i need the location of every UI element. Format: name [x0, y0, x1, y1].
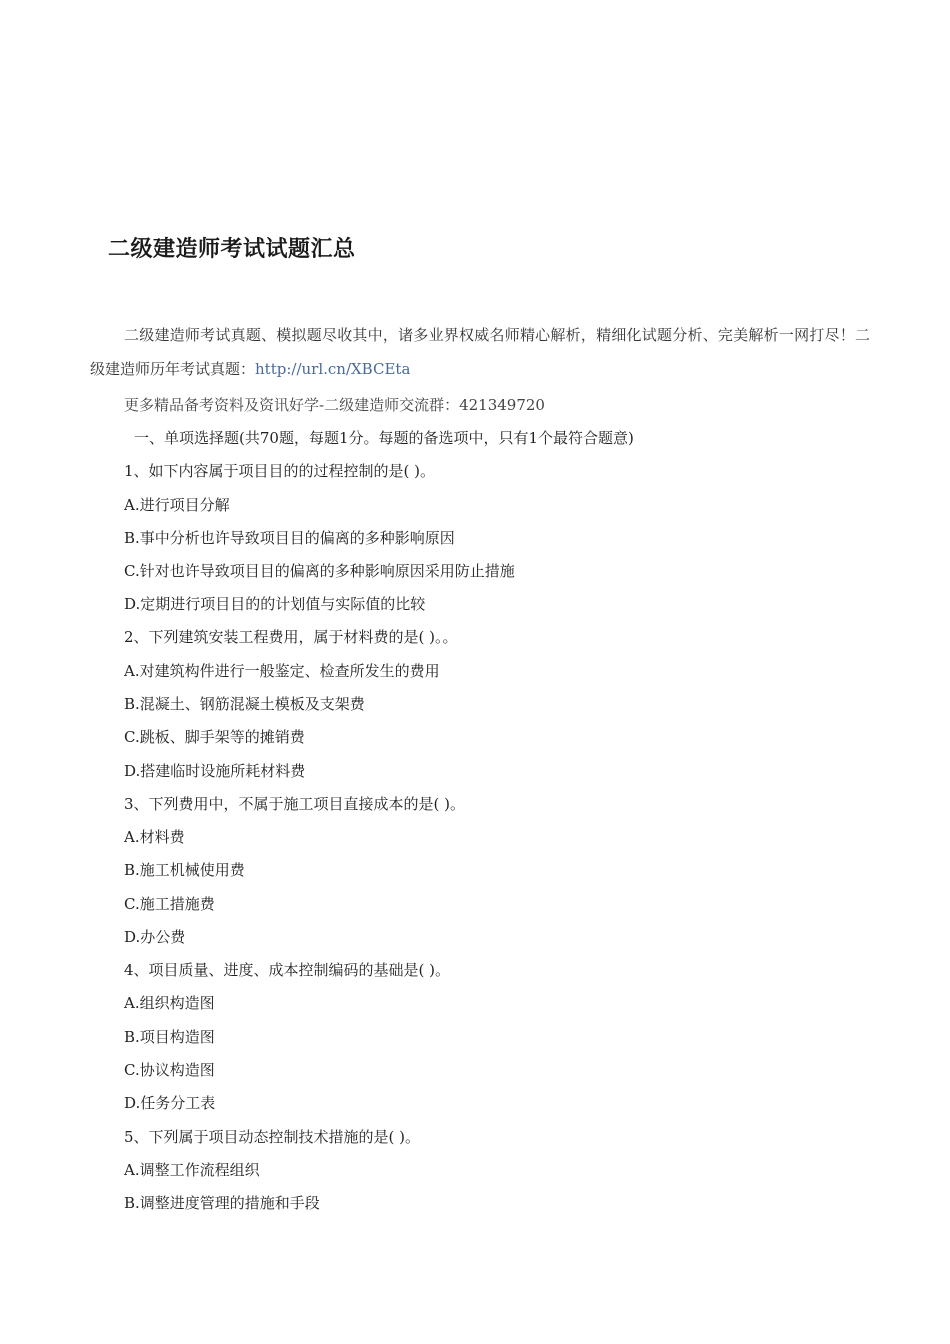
- question-stem: 5、下列属于项目动态控制技术措施的是( )。: [124, 1128, 421, 1146]
- question-stem: 4、项目质量、进度、成本控制编码的基础是( )。: [124, 961, 451, 979]
- question-option: B.施工机械使用费: [124, 861, 245, 879]
- question-option: C.施工措施费: [124, 895, 215, 913]
- question-option: D.搭建临时设施所耗材料费: [124, 762, 306, 780]
- section-heading: 一、单项选择题(共70题，每题1分。每题的备选项中，只有1个最符合题意): [134, 429, 634, 447]
- question-option: C.协议构造图: [124, 1061, 215, 1079]
- question-option: A.材料费: [124, 828, 185, 846]
- question-option: A.组织构造图: [124, 994, 215, 1012]
- intro-text: 二级建造师考试真题、模拟题尽收其中，诸多业界权威名师精心解析，精细化试题分析、完美解析一网打尽！二级建造师历年考试真题：: [90, 326, 870, 378]
- question-option: B.调整进度管理的措施和手段: [124, 1194, 320, 1212]
- intro-paragraph: [90, 318, 870, 386]
- more-info-line: 更多精品备考资料及资讯好学-二级建造师交流群：421349720: [124, 396, 545, 414]
- question-option: A.对建筑构件进行一般鉴定、检查所发生的费用: [124, 662, 440, 680]
- question-option: B.事中分析也许导致项目目的偏离的多种影响原因: [124, 529, 455, 547]
- question-option: D.办公费: [124, 928, 186, 946]
- intro-link[interactable]: http://url.cn/XBCEta: [255, 360, 411, 378]
- question-option: D.定期进行项目目的的计划值与实际值的比较: [124, 595, 426, 613]
- question-option: A.调整工作流程组织: [124, 1161, 260, 1179]
- document-title: 二级建造师考试试题汇总: [108, 237, 356, 262]
- question-option: C.跳板、脚手架等的摊销费: [124, 728, 305, 746]
- question-option: A.进行项目分解: [124, 496, 230, 514]
- question-option: B.混凝土、钢筋混凝土模板及支架费: [124, 695, 365, 713]
- question-stem: 2、下列建筑安装工程费用，属于材料费的是( )。。: [124, 628, 458, 646]
- question-stem: 3、下列费用中，不属于施工项目直接成本的是( )。: [124, 795, 466, 813]
- question-stem: 1、如下内容属于项目目的的过程控制的是( )。: [124, 462, 436, 480]
- question-option: C.针对也许导致项目目的偏离的多种影响原因采用防止措施: [124, 562, 515, 580]
- question-option: B.项目构造图: [124, 1028, 215, 1046]
- question-option: D.任务分工表: [124, 1094, 216, 1112]
